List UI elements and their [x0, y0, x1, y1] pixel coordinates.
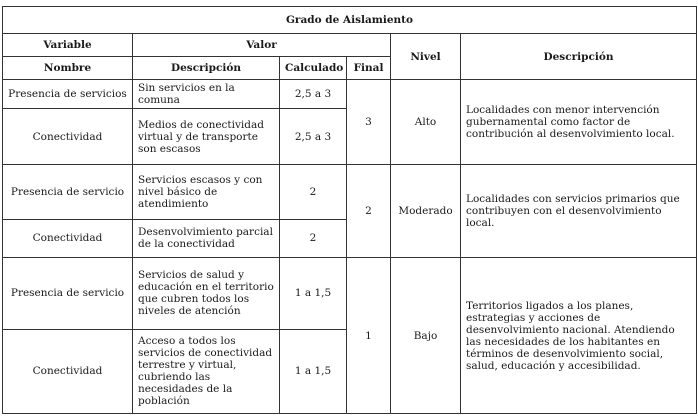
group-descripcion: Territorios ligados a los planes, estrategias y acciones de desenvolvimiento nacional. Atendiendo las necesidades de los habitantes en términos de desenvolvimiento social, salud, educación y accesibilidad.	[461, 258, 697, 414]
row-calculado: 1 a 1,5	[280, 329, 347, 413]
row-calculado: 1 a 1,5	[280, 258, 347, 330]
row-calculado: 2	[280, 164, 347, 219]
group-final: 3	[347, 79, 391, 164]
group-final: 2	[347, 164, 391, 257]
header-descripcion-valor: Descripción	[133, 56, 280, 79]
row-nombre: Conectividad	[3, 109, 133, 165]
row-calculado: 2,5 a 3	[280, 79, 347, 108]
row-nombre: Presencia de servicio	[3, 258, 133, 330]
row-descripcion: Desenvolvimiento parcial de la conectividad	[133, 219, 280, 257]
group-nivel: Bajo	[391, 258, 461, 414]
header-valor: Valor	[133, 34, 391, 56]
row-descripcion: Servicios escasos y con nivel básico de atendimiento	[133, 164, 280, 219]
row-descripcion: Servicios de salud y educación en el territorio que cubren todos los niveles de atención	[133, 258, 280, 330]
row-descripcion: Sin servicios en la comuna	[133, 79, 280, 108]
header-variable: Variable	[3, 34, 133, 56]
table-row	[3, 258, 697, 330]
table-row	[3, 164, 697, 219]
group-descripcion: Localidades con servicios primarios que contribuyen con el desenvolvimiento local.	[461, 164, 697, 257]
table-title: Grado de Aislamiento	[3, 7, 697, 34]
group-final: 1	[347, 258, 391, 414]
row-nombre: Conectividad	[3, 329, 133, 413]
header-calculado: Calculado	[280, 56, 347, 79]
header-final: Final	[347, 56, 391, 79]
row-calculado: 2	[280, 219, 347, 257]
row-descripcion: Acceso a todos los servicios de conectividad terrestre y virtual, cubriendo las necesidades de la población	[133, 329, 280, 413]
row-descripcion: Medios de conectividad virtual y de transporte son escasos	[133, 109, 280, 165]
aislamiento-table	[2, 6, 697, 414]
header-descripcion: Descripción	[461, 34, 697, 80]
header-nivel: Nivel	[391, 34, 461, 80]
group-nivel: Alto	[391, 79, 461, 164]
row-nombre: Presencia de servicios	[3, 79, 133, 108]
table-row	[3, 79, 697, 108]
group-nivel: Moderado	[391, 164, 461, 257]
group-descripcion: Localidades con menor intervención gubernamental como factor de contribución al desenvolvimiento local.	[461, 79, 697, 164]
row-calculado: 2,5 a 3	[280, 109, 347, 165]
row-nombre: Presencia de servicio	[3, 164, 133, 219]
header-nombre: Nombre	[3, 56, 133, 79]
row-nombre: Conectividad	[3, 219, 133, 257]
